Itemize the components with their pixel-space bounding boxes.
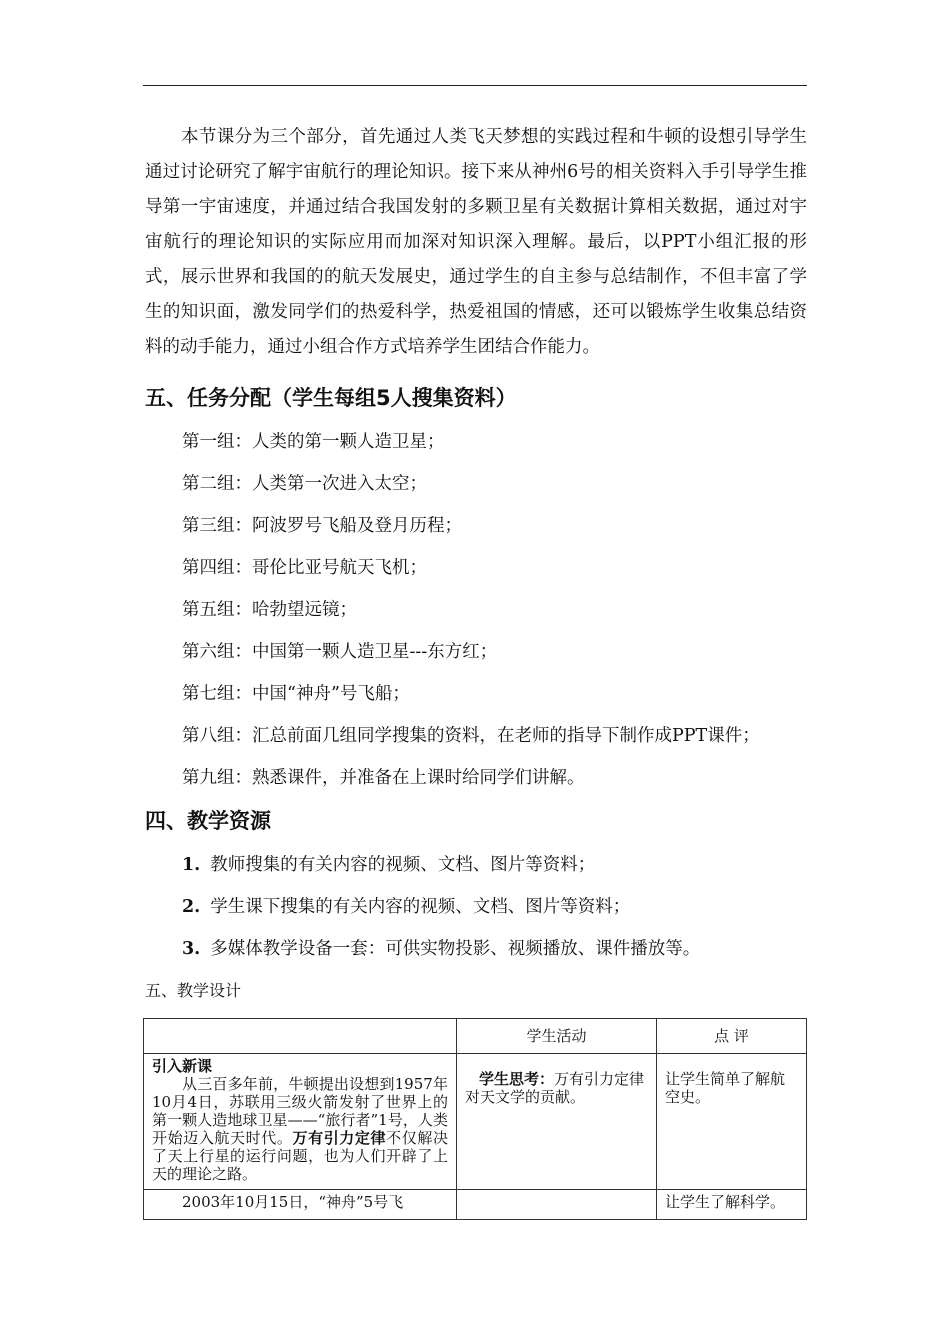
content-cell [144, 1190, 457, 1220]
resource-item-2 [182, 893, 630, 918]
activity-text: 万有引力定律对天文学的贡献。 [465, 1070, 645, 1106]
task-group-1: 第一组：人类的第一颗人造卫星； [182, 432, 445, 452]
resource-item-number: 2. [182, 897, 201, 917]
row-body: 2003年10月15日，“神舟”5号飞 [182, 1193, 404, 1211]
section-tasks-title: 五、任务分配（学生每组5人搜集资料） [145, 386, 517, 410]
table-row [144, 1054, 807, 1190]
row-body-text: 从三百多年前，牛顿提出设想到1957年10月4日，苏联用三级火箭发射了世界上的第一颗人造地球卫星——“旅行者”1号，人类开始迈入航天时代。 [152, 1075, 448, 1147]
task-group-6: 第六组：中国第一颗人造卫星---东方红； [182, 642, 498, 662]
header-cell-blank [144, 1019, 457, 1054]
activity-label: 学生思考： [479, 1070, 555, 1088]
comment-cell: 让学生了解科学。 [657, 1190, 807, 1220]
task-group-5: 第五组：哈勃望远镜； [182, 600, 357, 620]
task-group-4: 第四组：哥伦比亚号航天飞机； [182, 558, 427, 578]
resource-item-1 [182, 851, 595, 876]
teaching-design-table [143, 1018, 807, 1220]
row-title: 引入新课 [152, 1057, 213, 1075]
task-group-2: 第二组：人类第一次进入太空； [182, 474, 427, 494]
row-body [152, 1075, 448, 1183]
section-resources-title: 四、教学资源 [145, 809, 271, 833]
activity-cell [457, 1190, 657, 1220]
resource-item-number: 1. [182, 855, 201, 875]
resource-item-text: 教师搜集的有关内容的视频、文档、图片等资料； [210, 855, 596, 875]
table-header-row [144, 1019, 807, 1054]
intro-paragraph: 本节课分为三个部分，首先通过人类飞天梦想的实践过程和牛顿的设想引导学生通过讨论研究了解宇宙航行的理论知识。接下来从神州6号的相关资料入手引导学生推导第一宇宙速度，并通过结合我国发射的多颗卫星有关数据计算相关数据，通过对宇宙航行的理论知识的实际应用而加深对知识深入理解。最后，以PPT小组汇报的形式，展示世界和我国的的航天发展史，通过学生的自主参与总结制作，不但丰富了学生的知识面，激发同学们的热爱科学，热爱祖国的情感，还可以锻炼学生收集总结资料的动手能力，通过小组合作方式培养学生团结合作能力。 [145, 127, 807, 357]
table-row [144, 1190, 807, 1220]
header-cell-comment: 点 评 [657, 1019, 807, 1054]
resource-item-number: 3. [182, 939, 201, 959]
section-design-title: 五、教学设计 [145, 981, 242, 1000]
task-group-9: 第九组：熟悉课件，并准备在上课时给同学们讲解。 [182, 768, 585, 788]
resource-item-text: 学生课下搜集的有关内容的视频、文档、图片等资料； [210, 897, 631, 917]
activity-cell [457, 1054, 657, 1190]
task-group-3: 第三组：阿波罗号飞船及登月历程； [182, 516, 462, 536]
resource-item-3 [182, 935, 700, 960]
row-body-bold: 万有引力定律 [292, 1129, 387, 1147]
task-group-7: 第七组：中国“神舟”号飞船； [182, 684, 410, 704]
resource-item-text: 多媒体教学设备一套：可供实物投影、视频播放、课件播放等。 [210, 939, 701, 959]
header-rule [143, 85, 807, 86]
header-cell-student-activity: 学生活动 [457, 1019, 657, 1054]
comment-cell [657, 1054, 807, 1190]
content-cell [144, 1054, 457, 1190]
row-body-text-2: 不仅解决了天上行星的运行问题，也为人们开辟了上天的理论之路。 [152, 1129, 448, 1183]
comment-text: 让学生简单了解航空史。 [665, 1070, 786, 1106]
task-group-8: 第八组：汇总前面几组同学搜集的资料，在老师的指导下制作成PPT课件； [182, 726, 760, 746]
